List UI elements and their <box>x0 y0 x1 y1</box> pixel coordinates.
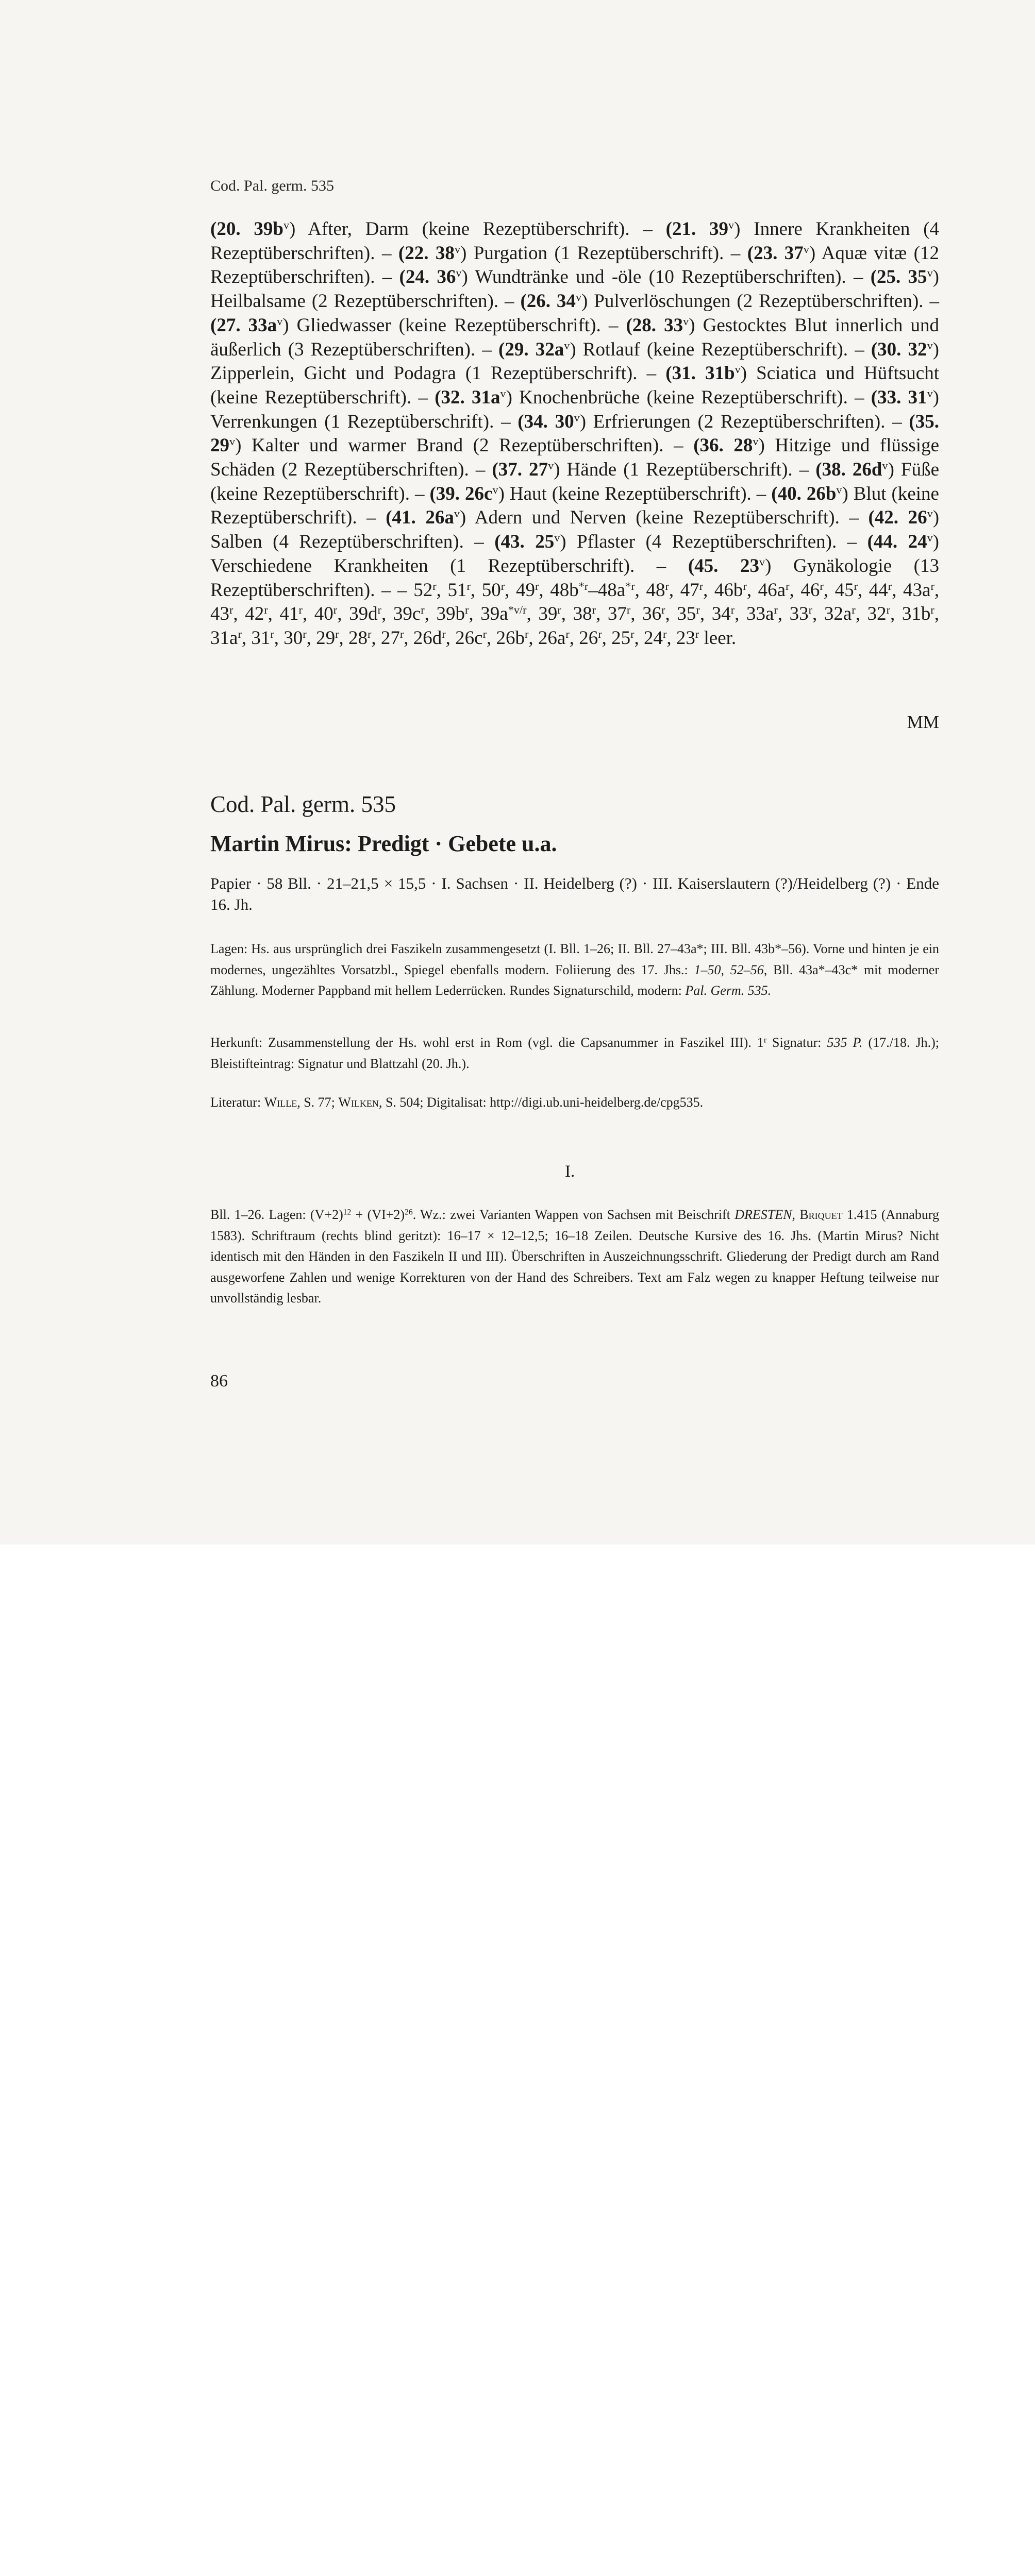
contents-item: (44. 24$^v$) Verschiedene Krankheiten (1 Rezeptüberschrift). – <box>210 531 939 577</box>
entry-meta: Papier · 58 Bll. · 21–21,5 × 15,5 · I. Sachsen · II. Heidelberg (?) · III. Kaiserslautern (?)/Heidelberg (?) · Ende 16. Jh. <box>210 874 939 913</box>
contents-item: (35. 29$^v$) Kalter und warmer Brand (2 Rezeptüberschriften). – <box>210 411 939 456</box>
contents-item: (36. 28$^v$) Hitzige und flüssige Schäden (2 Rezeptüberschriften). – <box>210 435 940 481</box>
contents-item: (23. 37$^v$) Aquæ vitæ (12 Rezeptüberschriften). – <box>210 242 939 288</box>
page-number: 86 <box>210 1371 228 1391</box>
contents-item: (40. $26b^v$) Blut (keine Rezeptüberschrift). – <box>210 483 939 529</box>
contents-item: (45. 23$^v$) Gynäkologie (13 Rezeptüberschriften). – <box>210 555 940 601</box>
contents-item: (31. $31b^v$) Sciatica und Hüftsucht (keine Rezeptüberschrift). – <box>210 363 940 408</box>
herkunft-paragraph: Herkunft: Zusammenstellung der Hs. wohl erst in Rom (vgl. die Capsanummer in Faszikel III). 1$^r$ Signatur: 535 P. (17./18. Jh.); Bleistifteintrag: Signatur und Blattzahl (20. Jh.). <box>210 1035 939 1071</box>
contents-item: (22. 38$^v$) Purgation (1 Rezeptüberschrift). – <box>398 242 747 264</box>
fascicle-numeral: I. <box>565 1162 575 1181</box>
contents-item: (21. 39$^v$) Innere Krankheiten (4 Rezeptüberschriften). – <box>210 218 940 264</box>
contents-item: (37. 27$^v$) Hände (1 Rezeptüberschrift). – <box>492 459 816 481</box>
contents-item: (33. 31$^v$) Verrenkungen (1 Rezeptüberschrift). – <box>210 386 939 432</box>
literatur-paragraph: Literatur: Wille, S. 77; Wilken, S. 504; Digitalisat: http://digi.ub.uni-heidelberg.de/cpg535. <box>210 1095 704 1110</box>
lagen-paragraph: Lagen: Hs. aus ursprünglich drei Faszikeln zusammengesetzt (I. Bll. 1–26; II. Bll. 27–43a*; III. Bll. 43b*–56). Vorne und hinten je ein modernes, ungezähltes Vorsatzbl., Spiegel ebenfalls modern. Foliierung des 17. Jhs.: 1–50, 52–56, Bll. 43a*–43c* mit moderner Zählung. Moderner Pappband mit hellem Lederrücken. Rundes Signaturschild, modern: Pal. Germ. 535. <box>210 941 940 998</box>
contents-item: (25. 35$^v$) Heilbalsame (2 Rezeptüberschriften). – <box>210 266 939 312</box>
contents-item: (28. 33$^v$) Gestocktes Blut innerlich und äußerlich (3 Rezeptüberschriften). – <box>210 314 939 360</box>
contents-item: (29. $32a^v$) Rotlauf (keine Rezeptüberschrift). – <box>498 338 871 360</box>
contents-item: (32. $31a^v$) Knochenbrüche (keine Rezeptüberschrift). – <box>435 386 871 408</box>
blank-leaves-list: – 52$^r$, 51$^r$, 50$^r$, 49$^r$, $48b^{*r}-48a^{*r}$, 48$^r$, 47$^r$, $46b^r$, $46a^r$, 46$^r$, 45$^r$, 44$^r$, $43a^r$, 43$^r$, 42$^r$, 41$^r$, 40$^r$, $39d^r$, $39c^r$, $39b^r$, $39a^{*v/r}$, 39$^r$, 38$^r$, 37$^r$, 36$^r$, 35$^r$, 34$^r$, $33a^r$, 33$^r$, $32a^r$, 32$^r$, $31b^r$, $31a^r$, 31$^r$, 30$^r$, 29$^r$, 28$^r$, 27$^r$, $26d^r$, $26c^r$, $26b^r$, $26a^r$, 26$^r$, 25$^r$, 24$^r$, 23$^r$ leer. <box>210 579 940 649</box>
contents-paragraph <box>210 217 939 651</box>
contents-item: (38. $26d^v$) Füße (keine Rezeptüberschrift). – <box>210 459 939 504</box>
footer <box>0 1545 1035 1621</box>
contents-item: (26. 34$^v$) Pulverlöschungen (2 Rezeptüberschriften). – <box>520 290 939 312</box>
contents-item: (30. 32$^v$) Zipperlein, Gicht und Podagra (1 Rezeptüberschrift). – <box>210 338 939 384</box>
contents-item: (34. 30$^v$) Erfrierungen (2 Rezeptüberschriften). – <box>518 411 909 432</box>
fascicle-paragraph: Bll. 1–26. Lagen: $(V+2)^{12} + (VI+2)^{26}$. Wz.: zwei Varianten Wappen von Sachsen mit Beischrift DRESTEN, Briquet 1.415 (Annaburg 1583). Schriftraum (rechts blind geritzt): 16–17 × 12–12,5; 16–18 Zeilen. Deutsche Kursive des 16. Jhs. (Martin Mirus? Nicht identisch mit den Händen in den Faszikeln II und III). Überschriften in Auszeichnungsschrift. Gliederung der Predigt durch am Rand ausgeworfene Zahlen und wenige Korrekturen von der Hand des Schreibers. Text am Falz wegen zu knapper Heftung teilweise nur unvollständig lesbar. <box>210 1207 940 1306</box>
contents-item: (24. 36$^v$) Wundtränke und -öle (10 Rezeptüberschriften). – <box>399 266 871 288</box>
contents-item: (39. $26c^v$) Haut (keine Rezeptüberschrift). – <box>429 483 772 504</box>
contents-item: (42. 26$^v$) Salben (4 Rezeptüberschriften). – <box>210 507 940 553</box>
contents-item: (43. 25$^v$) Pflaster (4 Rezeptüberschriften). – <box>494 531 867 553</box>
contents-item: (20. $39b^v$) After, Darm (keine Rezeptüberschrift). – <box>210 218 666 240</box>
contents-item: (41. $26a^v$) Adern und Nerven (keine Rezeptüberschrift). – <box>386 507 869 529</box>
entry-title: Martin Mirus: Predigt · Gebete u.a. <box>210 831 557 856</box>
author-initials: MM <box>907 712 939 732</box>
contents-item: (27. $33a^v$) Gliedwasser (keine Rezeptüberschrift). – <box>210 314 626 336</box>
running-head: Cod. Pal. germ. 535 <box>210 177 334 194</box>
entry-shelfmark: Cod. Pal. germ. 535 <box>210 791 396 817</box>
